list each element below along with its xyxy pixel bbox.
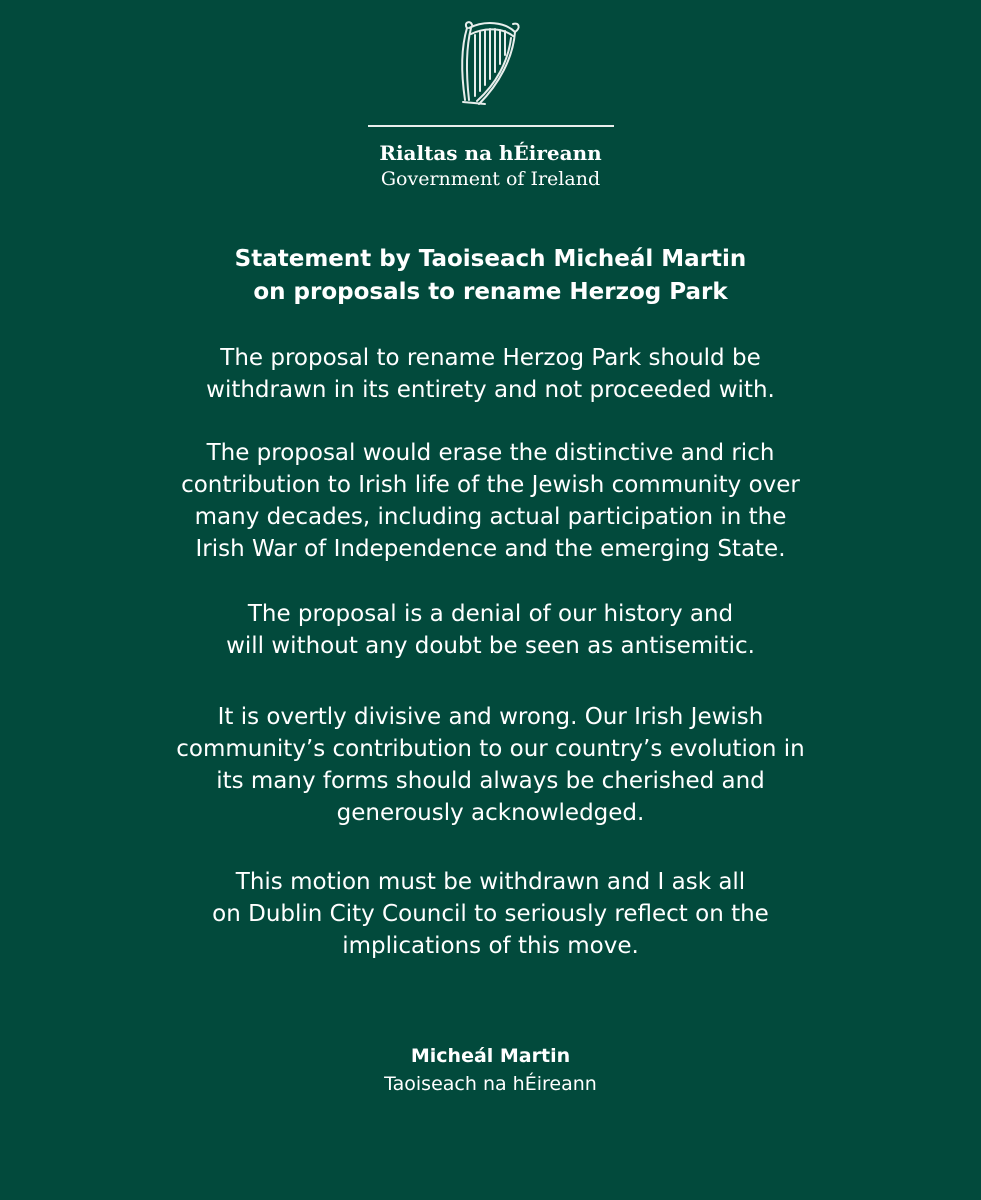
paragraph-line: contribution to Irish life of the Jewish community over [181, 472, 800, 498]
paragraph-line: many decades, including actual participation in the [194, 504, 787, 530]
paragraph-line: its many forms should always be cherished and [216, 768, 765, 794]
statement-title [0, 243, 981, 309]
paragraph-line: community’s contribution to our country’s evolution in [176, 736, 805, 762]
paragraph-line: The proposal to rename Herzog Park should be [220, 345, 761, 371]
paragraph-line: generously acknowledged. [336, 800, 645, 826]
title-line: on proposals to rename Herzog Park [253, 279, 728, 305]
signatory-name: Micheál Martin [410, 1045, 571, 1067]
statement-paragraph [0, 342, 981, 406]
paragraph-line: implications of this move. [342, 933, 639, 959]
title-line: Statement by Taoiseach Micheál Martin [234, 246, 747, 272]
paragraph-line: It is overtly divisive and wrong. Our Irish Jewish [217, 704, 764, 730]
paragraph-line: This motion must be withdrawn and I ask all [235, 869, 746, 895]
header-divider [368, 125, 614, 127]
paragraph-line: The proposal would erase the distinctive and rich [206, 440, 775, 466]
harp-icon [455, 18, 523, 108]
paragraph-line: will without any doubt be seen as antisemitic. [226, 633, 755, 659]
signatory-role: Taoiseach na hÉireann [384, 1073, 597, 1095]
paragraph-line: on Dublin City Council to seriously reflect on the [212, 901, 769, 927]
statement-paragraph [0, 866, 981, 962]
statement-paragraph [0, 437, 981, 565]
paragraph-line: withdrawn in its entirety and not proceeded with. [206, 377, 775, 403]
paragraph-line: Irish War of Independence and the emerging State. [195, 536, 786, 562]
statement-paragraph [0, 701, 981, 829]
paragraph-line: The proposal is a denial of our history and [247, 601, 734, 627]
government-name-english: Government of Ireland [380, 168, 601, 190]
statement-paragraph [0, 598, 981, 662]
government-name-irish: Rialtas na hÉireann [379, 141, 602, 165]
